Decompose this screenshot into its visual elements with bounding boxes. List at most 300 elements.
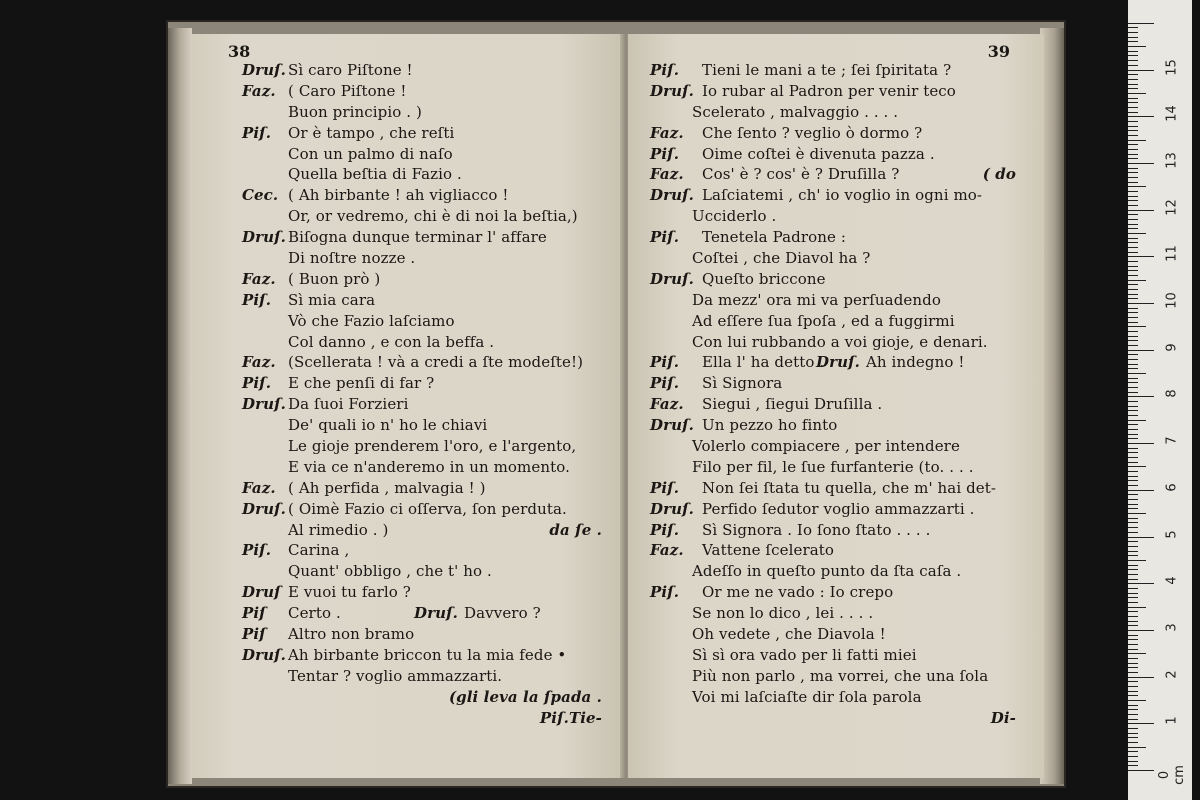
verse-text: Cos' è ? cos' è ? Druſilla ? <box>702 165 900 184</box>
ruler-tick <box>1128 284 1138 285</box>
ruler-tick <box>1128 373 1146 374</box>
ruler-tick <box>1128 182 1138 183</box>
verse-text: Siegui , ſiegui Druſilla . <box>702 395 883 414</box>
ruler-tick <box>1128 653 1146 654</box>
text-line <box>628 687 1044 708</box>
ruler-tick <box>1128 723 1154 724</box>
text-line <box>192 144 624 165</box>
ruler-tick <box>1128 471 1138 472</box>
ruler-tick <box>1128 737 1138 738</box>
speaker-label: Piſ. <box>650 353 680 372</box>
speaker-label: Faz. <box>242 353 276 372</box>
ruler-tick <box>1128 336 1138 337</box>
speaker-label: Piſ. <box>242 290 272 309</box>
verse-text: Ucciderlo . <box>692 207 777 226</box>
ruler-tick <box>1128 112 1138 113</box>
text-line <box>628 540 1044 561</box>
text-line <box>192 582 624 603</box>
ruler-tick <box>1128 116 1154 117</box>
ruler-tick <box>1128 532 1138 533</box>
ruler-tick <box>1128 256 1154 257</box>
ruler-tick <box>1128 658 1138 659</box>
ruler-tick <box>1128 705 1138 706</box>
speaker-label: Piſ <box>242 604 266 623</box>
text-line <box>628 582 1044 603</box>
text-line <box>628 332 1044 353</box>
ruler-tick <box>1128 27 1138 28</box>
text-line <box>192 603 624 624</box>
text-line <box>192 60 624 81</box>
ruler-tick <box>1128 761 1138 762</box>
text-line <box>192 373 624 394</box>
text-line <box>192 478 624 499</box>
speaker-label: Faz. <box>242 269 276 288</box>
ruler-tick <box>1128 443 1154 444</box>
verse-text: Altro non bramo <box>288 625 415 644</box>
ruler-tick <box>1128 574 1138 575</box>
verse-text: Più non parlo , ma vorrei, che una ſola <box>692 666 989 685</box>
speaker-label: Druſ. <box>650 269 694 288</box>
speaker-label: Druſ. <box>650 81 694 100</box>
speaker-label: Druſ. <box>650 186 694 205</box>
ruler-tick <box>1128 172 1138 173</box>
speaker-label: Druſ. <box>816 353 860 372</box>
text-line <box>192 520 624 541</box>
ruler-tick <box>1128 233 1146 234</box>
ruler-tick <box>1128 228 1138 229</box>
verse-text: Con un palmo di naſo <box>288 144 453 163</box>
verse-text: De' quali io n' ho le chiavi <box>288 416 488 435</box>
ruler-tick <box>1128 541 1138 542</box>
ruler-tick <box>1128 252 1138 253</box>
ruler-tick <box>1128 368 1138 369</box>
ruler-label: 12 <box>1164 198 1180 216</box>
ruler-tick <box>1128 154 1138 155</box>
text-line <box>628 185 1044 206</box>
ruler-tick <box>1128 387 1138 388</box>
ruler-tick <box>1128 476 1138 477</box>
ruler-tick <box>1128 65 1138 66</box>
ruler-label: 10 <box>1164 292 1180 309</box>
book-cover-left-edge <box>168 28 192 784</box>
ruler-label: 5 <box>1164 529 1180 539</box>
text-line <box>628 60 1044 81</box>
ruler-tick <box>1128 317 1138 318</box>
text-line <box>192 206 624 227</box>
verse-text: E vuoi tu farlo ? <box>288 583 411 602</box>
ruler-tick <box>1128 560 1146 561</box>
verse-text: Ad eſſere ſua ſpoſa , ed a fuggirmi <box>692 311 955 330</box>
stage-direction: da ſe . <box>549 520 602 539</box>
text-line <box>628 123 1044 144</box>
text-line <box>192 102 624 123</box>
ruler-label: 7 <box>1164 436 1180 445</box>
ruler-tick <box>1128 462 1138 463</box>
verse-text: Da mezz' ora mi va perſuadendo <box>692 290 941 309</box>
ruler-tick <box>1128 765 1138 766</box>
verse-text: Col danno , e con la beffa . <box>288 332 495 351</box>
ruler-label: 13 <box>1164 152 1180 169</box>
ruler-tick <box>1128 340 1138 341</box>
text-line <box>628 499 1044 520</box>
ruler-tick <box>1128 261 1138 262</box>
ruler-tick <box>1128 700 1146 701</box>
stage-direction: (gli leva la ſpada . <box>448 687 602 706</box>
text-line <box>628 624 1044 645</box>
ruler-tick <box>1128 140 1146 141</box>
ruler-tick <box>1128 177 1138 178</box>
text-line <box>628 373 1044 394</box>
ruler-tick <box>1128 499 1138 500</box>
ruler-tick <box>1128 522 1138 523</box>
text-line <box>192 164 624 185</box>
ruler-tick <box>1128 107 1138 108</box>
ruler-tick <box>1128 611 1138 612</box>
ruler-tick <box>1128 569 1138 570</box>
ruler-tick <box>1128 597 1138 598</box>
text-line <box>192 457 624 478</box>
verse-text: Laſciatemi , ch' io voglio in ogni mo- <box>702 186 983 205</box>
ruler-tick <box>1128 191 1138 192</box>
verse-text: ( Oimè Fazio ci oſſerva, ſon perduta. <box>288 499 567 518</box>
ruler-tick <box>1128 345 1138 346</box>
speaker-label: Faz. <box>242 478 276 497</box>
ruler-tick <box>1128 149 1138 150</box>
ruler-tick <box>1128 130 1138 131</box>
ruler-tick <box>1128 219 1138 220</box>
ruler-label: 8 <box>1164 389 1180 399</box>
text-line <box>192 394 624 415</box>
ruler-tick <box>1128 354 1138 355</box>
ruler-tick <box>1128 396 1154 397</box>
ruler-tick <box>1128 625 1138 626</box>
verse-text: Voi mi laſciaſte dir ſola parola <box>692 687 922 706</box>
speaker-label: Piſ. <box>242 541 272 560</box>
verse-text: Oime coſtei è divenuta pazza . <box>702 144 935 163</box>
text-line <box>192 185 624 206</box>
ruler-tick <box>1128 308 1138 309</box>
left-page-text <box>192 60 624 729</box>
text-line <box>192 561 624 582</box>
ruler-label: 4 <box>1164 576 1180 585</box>
speaker-label: Cec. <box>242 186 279 205</box>
ruler-tick <box>1128 434 1138 435</box>
verse-text: Che ſento ? veglio ò dormo ? <box>702 123 923 142</box>
ruler-label: 3 <box>1164 623 1180 632</box>
text-line <box>628 290 1044 311</box>
ruler-tick <box>1128 275 1138 276</box>
ruler-tick <box>1128 466 1146 467</box>
verse-text: Ella l' ha detto . <box>702 353 825 372</box>
ruler-label: 14 <box>1164 105 1180 122</box>
text-line <box>628 603 1044 624</box>
ruler-tick <box>1128 200 1138 201</box>
text-line <box>192 499 624 520</box>
ruler-label: 0 cm <box>1157 765 1187 785</box>
ruler-tick <box>1128 126 1138 127</box>
ruler-tick <box>1128 663 1138 664</box>
speaker-label: Faz. <box>242 81 276 100</box>
verse-text: Le gioje prenderem l'oro, e l'argento, <box>288 437 577 456</box>
ruler-tick <box>1128 168 1138 169</box>
speaker-label: Faz. <box>650 123 684 142</box>
ruler-tick <box>1128 196 1138 197</box>
ruler-tick <box>1128 537 1154 538</box>
measurement-ruler <box>1128 0 1192 800</box>
ruler-tick <box>1128 88 1138 89</box>
ruler-tick <box>1128 224 1138 225</box>
ruler-tick <box>1128 593 1138 594</box>
ruler-tick <box>1128 644 1138 645</box>
text-line <box>628 520 1044 541</box>
ruler-tick <box>1128 555 1138 556</box>
ruler-tick <box>1128 312 1138 313</box>
text-line <box>628 102 1044 123</box>
ruler-tick <box>1128 583 1154 584</box>
ruler-label: 9 <box>1164 343 1180 352</box>
ruler-label: 6 <box>1164 483 1180 492</box>
text-line <box>192 708 624 729</box>
text-line <box>628 248 1044 269</box>
ruler-tick <box>1128 494 1138 495</box>
verse-text: Al rimedio . ) <box>288 520 389 539</box>
speaker-label: Druſ. <box>242 499 286 518</box>
ruler-tick <box>1128 756 1138 757</box>
ruler-tick <box>1128 616 1138 617</box>
speaker-label: Druſ. <box>242 395 286 414</box>
ruler-tick <box>1128 382 1138 383</box>
verse-text: Coſtei , che Diavol ha ? <box>692 249 871 268</box>
text-line <box>192 540 624 561</box>
text-line <box>192 352 624 373</box>
verse-text: Vò che Fazio laſciamo <box>288 311 455 330</box>
ruler-tick <box>1128 93 1146 94</box>
ruler-tick <box>1128 714 1138 715</box>
ruler-tick <box>1128 392 1138 393</box>
ruler-tick <box>1128 322 1138 323</box>
speaker-label: Piſ. <box>650 374 680 393</box>
verse-text: Sì mia cara <box>288 290 376 309</box>
ruler-tick <box>1128 551 1138 552</box>
page-number-right: 39 <box>987 42 1010 61</box>
verse-text: Buon principio . ) <box>288 102 422 121</box>
ruler-tick <box>1128 588 1138 589</box>
text-line <box>628 269 1044 290</box>
ruler-tick <box>1128 429 1138 430</box>
ruler-tick <box>1128 214 1138 215</box>
ruler-tick <box>1128 728 1138 729</box>
ruler-tick <box>1128 565 1138 566</box>
verse-text: Con lui rubbando a voi gioje, e denari. <box>692 332 988 351</box>
ruler-tick <box>1128 579 1138 580</box>
ruler-tick <box>1128 607 1146 608</box>
verse-text: Ah indegno ! <box>866 353 965 372</box>
ruler-label: 11 <box>1164 245 1180 263</box>
ruler-tick <box>1128 32 1138 33</box>
text-line <box>192 311 624 332</box>
text-line <box>628 311 1044 332</box>
text-line <box>628 81 1044 102</box>
ruler-tick <box>1128 210 1154 211</box>
ruler-tick <box>1128 527 1138 528</box>
ruler-tick <box>1128 518 1138 519</box>
text-line <box>628 352 1044 373</box>
text-line <box>192 269 624 290</box>
ruler-tick <box>1128 508 1138 509</box>
ruler-tick <box>1128 672 1138 673</box>
ruler-tick <box>1128 270 1138 271</box>
verse-text: Se non lo dico , lei . . . . <box>692 604 874 623</box>
text-line <box>192 645 624 666</box>
ruler-tick <box>1128 55 1138 56</box>
verse-text: Quant' obbligo , che t' ho . <box>288 562 492 581</box>
ruler-tick <box>1128 266 1138 267</box>
ruler-tick <box>1128 41 1138 42</box>
verse-text: ( Ah birbante ! ah vigliacco ! <box>288 186 509 205</box>
ruler-tick <box>1128 186 1146 187</box>
verse-text: Tenetela Padrone : <box>702 228 846 247</box>
ruler-tick <box>1128 364 1138 365</box>
ruler-tick <box>1128 242 1138 243</box>
stage-direction: Di- <box>990 708 1016 727</box>
ruler-tick <box>1128 102 1138 103</box>
ruler-tick <box>1128 410 1138 411</box>
ruler-tick <box>1128 298 1138 299</box>
ruler-tick <box>1128 303 1154 304</box>
ruler-tick <box>1128 639 1138 640</box>
ruler-tick <box>1128 46 1146 47</box>
ruler-tick <box>1128 331 1138 332</box>
verse-text: E che penſi di far ? <box>288 374 435 393</box>
ruler-tick <box>1128 695 1138 696</box>
verse-text: Biſogna dunque terminar l' affare <box>288 228 547 247</box>
ruler-tick <box>1128 621 1138 622</box>
text-line <box>628 227 1044 248</box>
ruler-tick <box>1128 51 1138 52</box>
speaker-label: Piſ. <box>650 61 680 79</box>
ruler-tick <box>1128 438 1138 439</box>
verse-text: Filo per fil, le ſue furfanterie (to. . . . <box>692 457 974 476</box>
verse-text: ( Caro Piſtone ! <box>288 81 407 100</box>
verse-text: Carina , <box>288 541 350 560</box>
speaker-label: Druſ <box>242 583 281 602</box>
verse-text: Certo . <box>288 604 341 623</box>
verse-text: ( Buon prò ) <box>288 269 381 288</box>
ruler-tick <box>1128 420 1146 421</box>
ruler-label: 1 <box>1164 716 1180 725</box>
left-page <box>192 34 624 778</box>
verse-text: Tieni le mani a te ; ſei ſpiritata ? <box>702 61 952 79</box>
ruler-tick <box>1128 709 1138 710</box>
text-line <box>628 164 1044 185</box>
ruler-tick <box>1128 326 1146 327</box>
speaker-label: Piſ. <box>242 374 272 393</box>
text-line <box>192 436 624 457</box>
ruler-tick <box>1128 406 1138 407</box>
verse-text: Oh vedete , che Diavola ! <box>692 625 886 644</box>
ruler-tick <box>1128 480 1138 481</box>
text-line <box>192 687 624 708</box>
verse-text: Di noſtre nozze . <box>288 249 416 268</box>
speaker-label: Faz. <box>650 541 684 560</box>
ruler-tick <box>1128 504 1138 505</box>
verse-text: Quella beſtia di Fazio . <box>288 165 462 184</box>
ruler-tick <box>1128 74 1138 75</box>
speaker-label: Piſ. <box>242 123 272 142</box>
ruler-tick <box>1128 60 1138 61</box>
ruler-tick <box>1128 747 1146 748</box>
speaker-label: Druſ. <box>242 228 286 247</box>
verse-text: E via ce n'anderemo in un momento. <box>288 457 570 476</box>
ruler-tick <box>1128 602 1138 603</box>
ruler-tick <box>1128 350 1154 351</box>
ruler-tick <box>1128 359 1138 360</box>
speaker-label: Druſ. <box>242 645 286 664</box>
ruler-tick <box>1128 280 1146 281</box>
ruler-tick <box>1128 448 1138 449</box>
ruler-tick <box>1128 452 1138 453</box>
page-number-left: 38 <box>228 42 251 61</box>
verse-text: Tentar ? voglio ammazzarti. <box>288 666 503 685</box>
verse-text: Un pezzo ho finto <box>702 416 838 435</box>
ruler-tick <box>1128 686 1138 687</box>
ruler-tick <box>1128 457 1138 458</box>
ruler-tick <box>1128 247 1138 248</box>
speaker-label: Piſ. <box>650 144 680 163</box>
ruler-tick <box>1128 677 1154 678</box>
verse-text: Io rubar al Padron per venir teco <box>702 81 956 100</box>
verse-text: Or è tampo , che reſti <box>288 123 455 142</box>
text-line <box>628 666 1044 687</box>
text-line <box>628 708 1044 729</box>
ruler-tick <box>1128 98 1138 99</box>
speaker-label: Piſ. <box>650 228 680 247</box>
ruler-tick <box>1128 70 1154 71</box>
ruler-label: 2 <box>1164 669 1180 679</box>
verse-text: ( Ah perfida , malvagia ! ) <box>288 478 486 497</box>
text-line <box>628 561 1044 582</box>
text-line <box>192 624 624 645</box>
text-line <box>192 123 624 144</box>
text-line <box>628 206 1044 227</box>
ruler-tick <box>1128 23 1154 24</box>
speaker-label: Faz. <box>650 165 684 184</box>
ruler-tick <box>1128 681 1138 682</box>
text-line <box>628 645 1044 666</box>
ruler-tick <box>1128 485 1138 486</box>
verse-text: Ah birbante briccon tu la mia fede • <box>288 645 567 664</box>
ruler-label: 15 <box>1164 58 1180 76</box>
ruler-tick <box>1128 84 1138 85</box>
speaker-label: Faz. <box>650 395 684 414</box>
verse-text: Scelerato , malvaggio . . . . <box>692 102 899 121</box>
ruler-tick <box>1128 37 1138 38</box>
speaker-label: Druſ. <box>650 499 694 518</box>
ruler-tick <box>1128 691 1138 692</box>
ruler-tick <box>1128 667 1138 668</box>
speaker-label: Piſ. <box>650 478 680 497</box>
speaker-label: Piſ. <box>650 520 680 539</box>
text-line <box>628 415 1044 436</box>
verse-text: Adeſſo in queſto punto da ſta caſa . <box>692 562 962 581</box>
verse-text: Or, or vedremo, chi è di noi la beſtia,) <box>288 207 578 226</box>
verse-text: Sì sì ora vado per li fatti miei <box>692 645 917 664</box>
ruler-tick <box>1128 415 1138 416</box>
ruler-tick <box>1128 238 1138 239</box>
ruler-tick <box>1128 513 1146 514</box>
verse-text: Queſto briccone <box>702 269 826 288</box>
verse-text: Or me ne vado : Io crepo <box>702 583 894 602</box>
